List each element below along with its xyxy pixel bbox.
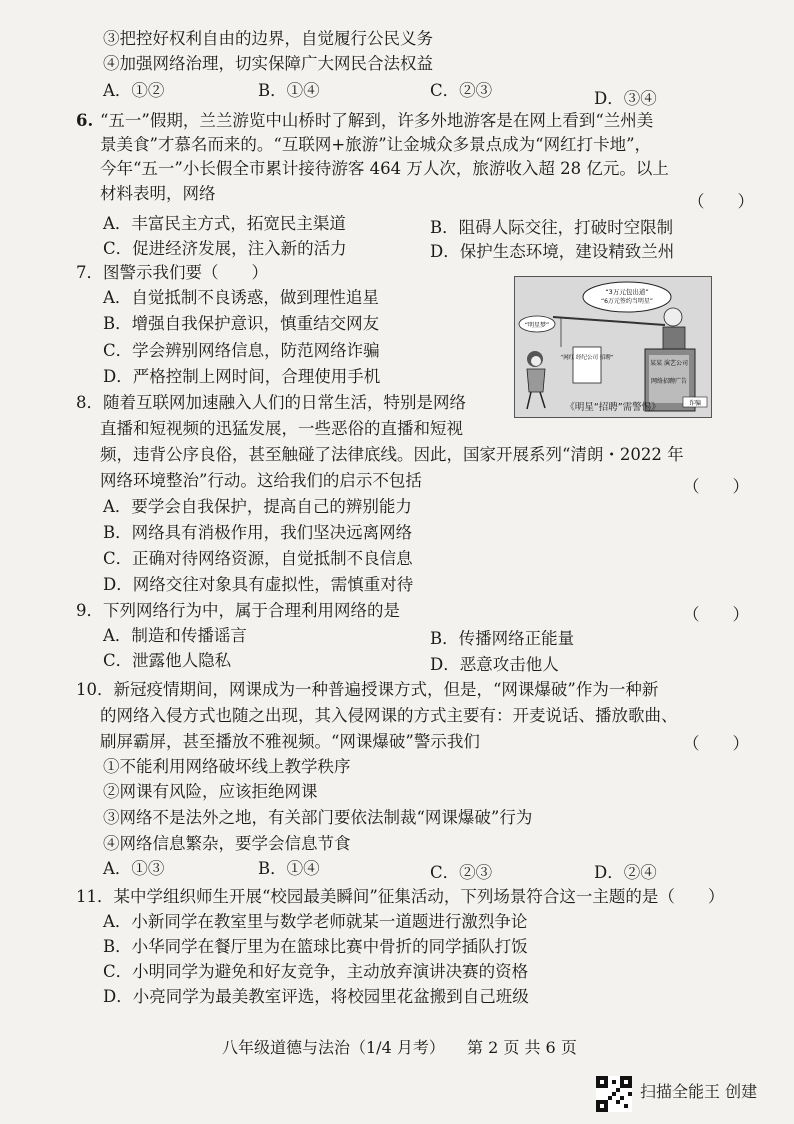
q11-choice-b: B．小华同学在餐厅里为在篮球比赛中骨折的同学插队打饭 [103, 937, 528, 956]
q10-stem-line2: 的网络入侵方式也随之出现，其入侵网课的方式主要有：开麦说话、播放歌曲、 [100, 706, 678, 725]
q6-choice-a: A．丰富民主方式，拓宽民主渠道 [103, 214, 346, 233]
q6-choice-d: D．保护生态环境，建设精致兰州 [430, 242, 675, 261]
q6-number: 6. [76, 111, 94, 130]
cartoon-drawing [515, 277, 711, 417]
scanner-watermark: 扫描全能王 创建 [640, 1082, 758, 1101]
q6-stem-line4: 材料表明，网络 [100, 184, 216, 203]
q9-answer-paren: （ ） [683, 605, 749, 624]
q10-option-4: ④网络信息繁杂，要学会信息节食 [103, 834, 351, 853]
q5-option-3: ③把控好权利自由的边界，自觉履行公民义务 [103, 29, 433, 48]
qr-code-icon [596, 1076, 632, 1112]
q7-choice-b: B．增强自我保护意识，慎重结交网友 [103, 314, 380, 333]
q10-choice-b: B．①④ [258, 859, 320, 878]
q6-stem-line2: 景美食”才慕名而来的。“互联网+旅游”让金城众多景点成为“网红打卡地”， [100, 135, 652, 154]
q10-option-1: ①不能利用网络破坏线上教学秩序 [103, 757, 351, 776]
q11-choice-d: D．小亮同学为最美教室评选，将校园里花盆搬到自己班级 [103, 987, 529, 1006]
q6-stem-line1: “五一”假期，兰兰游览中山桥时了解到，许多外地游客是在网上看到“兰州美 [100, 111, 654, 130]
q10-choice-d: D．②④ [594, 863, 657, 882]
q7-choice-c: C．学会辨别网络信息，防范网络诈骗 [103, 341, 380, 360]
board-company-text: 某某 演艺公司 [650, 360, 688, 367]
q10-stem-line3: 刷屏霸屏，甚至播放不雅视频。“网课爆破”警示我们 [100, 732, 480, 751]
q8-answer-paren: （ ） [683, 477, 749, 496]
footer-page-number: 第 2 页 共 6 页 [467, 1038, 577, 1057]
sign-label-text: “网红 经纪公司 招聘” [560, 355, 614, 361]
board-ad-text: 网络招聘广告 [650, 378, 688, 385]
q10-option-3: ③网络不是法外之地，有关部门要依法制裁“网课爆破”行为 [103, 808, 533, 827]
q6-choice-c: C．促进经济发展，注入新的活力 [103, 239, 347, 258]
q10-option-2: ②网课有风险，应该拒绝网课 [103, 782, 318, 801]
q10-answer-paren: （ ） [683, 734, 749, 753]
q10-choice-c: C．②③ [430, 863, 493, 882]
q8-stem-line1: 8．随着互联网加速融入人们的日常生活，特别是网络 [76, 393, 466, 412]
girl-bubble-text: “明星梦” [524, 322, 550, 329]
q9-choice-d: D．恶意攻击他人 [430, 655, 559, 674]
q8-choice-d: D．网络交往对象具有虚拟性，需慎重对待 [103, 575, 414, 594]
q8-choice-a: A．要学会自我保护，提高自己的辨别能力 [103, 497, 412, 516]
q5-choice-c: C．②③ [430, 81, 493, 100]
q6-stem-line3: 今年“五一”小长假全市累计接待游客 464 万人次，旅游收入超 28 亿元。以上 [100, 159, 669, 178]
q7-choice-a: A．自觉抵制不良诱惑，做到理性追星 [103, 288, 379, 307]
q5-option-4: ④加强网络治理，切实保障广大网民合法权益 [103, 54, 433, 73]
q6-answer-paren: （ ） [688, 192, 754, 211]
q11-stem: 11．某中学组织师生开展“校园最美瞬间”征集活动，下列场景符合这一主题的是（ ） [76, 887, 725, 906]
cartoon-caption: 《明星“招聘”需警惕》 [565, 402, 661, 413]
q9-choice-a: A．制造和传播谣言 [103, 626, 247, 645]
q10-choice-a: A．①③ [103, 859, 165, 878]
bubble-top-text: “3万元包出道” [605, 288, 649, 296]
q11-choice-a: A．小新同学在教室里与数学老师就某一道题进行激烈争论 [103, 912, 528, 931]
q8-stem-line2: 直播和短视频的迅猛发展，一些恶俗的直播和短视 [100, 419, 463, 438]
q5-choice-a: A．①② [103, 81, 165, 100]
bubble-bottom-text: “6万元签约当明星” [600, 298, 654, 305]
q9-choice-b: B．传播网络正能量 [430, 629, 575, 648]
q8-stem-line3: 频，违背公序良俗，甚至触碰了法律底线。因此，国家开展系列“清朗・2022 年 [100, 445, 684, 464]
q11-choice-c: C．小明同学为避免和好友竞争，主动放弃演讲决赛的资格 [103, 962, 529, 981]
footer-subject: 八年级道德与法治（1/4 月考） [222, 1038, 445, 1057]
board-tag-text: 诈骗 [688, 400, 702, 407]
q8-choice-c: C．正确对待网络资源，自觉抵制不良信息 [103, 549, 413, 568]
q8-choice-b: B．网络具有消极作用，我们坚决远离网络 [103, 523, 413, 542]
q5-choice-b: B．①④ [258, 81, 320, 100]
q9-choice-c: C．泄露他人隐私 [103, 651, 232, 670]
q10-stem-line1: 10．新冠疫情期间，网课成为一种普遍授课方式，但是，“网课爆破”作为一种新 [76, 680, 659, 699]
cartoon-illustration [514, 276, 712, 418]
q7-choice-d: D．严格控制上网时间，合理使用手机 [103, 367, 381, 386]
q5-choice-d: D．③④ [594, 89, 657, 108]
q9-stem: 9．下列网络行为中，属于合理利用网络的是 [76, 601, 400, 620]
page-footer [222, 1037, 577, 1059]
q6-choice-b: B．阻碍人际交往，打破时空限制 [430, 218, 674, 237]
q8-stem-line4: 网络环境整治”行动。这给我们的启示不包括 [100, 471, 422, 490]
q7-stem: 7．图警示我们要（ ） [76, 263, 268, 282]
